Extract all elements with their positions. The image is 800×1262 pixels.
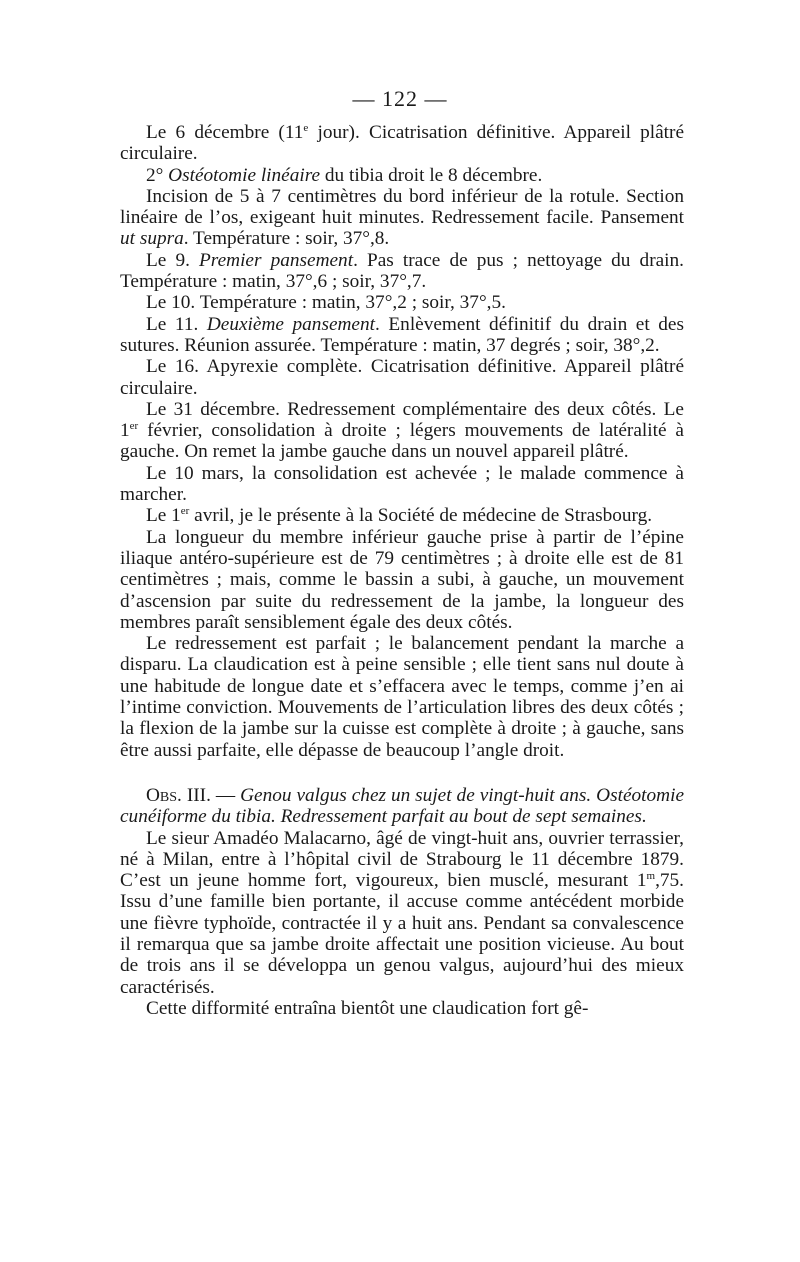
paragraph-p15 — [120, 998, 684, 1019]
text-run: er — [180, 505, 190, 518]
text-run: Deuxième pansement — [206, 313, 375, 335]
paragraph-p8 — [120, 399, 684, 463]
paragraph-p14 — [120, 828, 684, 998]
text-run: Obs. III. — [146, 784, 211, 806]
paragraph-p9 — [120, 463, 684, 506]
text-run: . Pas trace de pus ; nettoyage du drain. Température : matin, 37°,6 ; soir, 37°,7. — [120, 249, 684, 293]
text-run: La longueur du membre inférieur gauche prise à partir de l’épine iliaque antéro-supérieure est de 79 centimètres ; à droite elle est de 81 centimètres ; mais, comme le bassin a subi, à gauche, un mouvement d’ascension par suite du redressement de la jambe, la longueur des membres paraît sensiblement égale des deux côtés. — [120, 526, 684, 633]
paragraph-p13 — [120, 785, 684, 828]
text-run: 2° — [146, 164, 164, 186]
text-run: Le 1 — [146, 505, 181, 527]
text-run: e — [303, 122, 309, 134]
paragraph-p1 — [120, 122, 684, 165]
page-number: — 122 — — [352, 86, 448, 111]
text-run: du tibia droit le 8 décembre. — [320, 164, 543, 186]
paragraph-p5 — [120, 292, 684, 313]
paragraph-p2 — [120, 165, 684, 186]
paragraph-p7 — [120, 356, 684, 399]
paragraph-p6 — [120, 314, 684, 357]
text-run: — — [210, 784, 241, 806]
text-run: Le 31 décembre. Redressement complémentaire des deux côtés. Le 1 — [120, 398, 684, 442]
text-run: m — [646, 870, 656, 883]
text-run: Le sieur Amadéo Malacarno, âgé de vingt-huit ans, ouvrier terrassier, né à Milan, entre à l’hôpital civil de Strabourg le 11 décembre 1879. C’est un jeune homme fort, vigoureux, bien musclé, mesurant 1 — [120, 827, 684, 892]
text-run: Le 16. Apyrexie complète. Cicatrisation définitive. Appareil plâtré circulaire. — [120, 356, 684, 399]
text-run: Cette difformité entraîna bientôt une claudication fort gê- — [146, 997, 589, 1019]
paragraph-p10 — [120, 505, 684, 526]
text-run: avril, je le présente à la Société de médecine de Strasbourg. — [189, 505, 653, 527]
text-run: Le 11. — [146, 313, 207, 335]
paragraph-p12 — [120, 633, 684, 761]
text-run: ,75. Issu d’une famille bien portante, il accuse comme antécédent morbide une fièvre typhoïde, contractée il y a huit ans. Pendant sa convalescence il remarqua que sa jambe droite affectait une position vicieuse. Au bout de trois ans il se développa un genou valgus, aujourd’hui des mieux caractérisés. — [120, 870, 684, 998]
text-run: Le 10 mars, la consolidation est achevée ; le malade commence à marcher. — [120, 462, 684, 506]
text-run: Genou valgus chez un sujet de vingt-huit ans. Ostéotomie cunéiforme du tibia. Redressement parfait au bout de sept semaines. — [120, 784, 684, 828]
text-run: Incision de 5 à 7 centimètres du bord inférieur de la rotule. Section linéaire de l’os, exigeant huit minutes. Redressement facile. Pansement — [120, 185, 684, 229]
text-run: Le 10. Température : matin, 37°,2 ; soir, 37°,5. — [146, 292, 506, 314]
text-run: . Température : soir, 37°,8. — [183, 228, 390, 250]
paragraph-p11 — [120, 527, 684, 633]
text-run: . Enlèvement définitif du drain et des sutures. Réunion assurée. Température : matin, 37 degrés ; soir, 38°,2. — [120, 313, 684, 356]
text-run: Le 6 décembre (11 — [146, 122, 304, 143]
text-run: jour). Cicatrisation définitive. Appareil plâtré circulaire. — [120, 122, 684, 165]
text-run: Premier pansement — [199, 249, 354, 271]
text-run: er — [129, 420, 139, 433]
text-run: Ostéotomie linéaire — [163, 164, 321, 186]
text-run: Le 9. — [146, 249, 200, 271]
body-text — [120, 122, 684, 1019]
text-run: Le redressement est parfait ; le balancement pendant la marche a disparu. La claudication est à peine sensible ; elle tient sans nul doute à une habitude de longue date et s’effacera avec le temps, comme j’en ai l’intime conviction. Mouvements de l’articulation libres des deux côtés ; la flexion de la jambe sur la cuisse est complète à droite ; à gauche, sans être aussi parfaite, elle dépasse de beaucoup l’angle droit. — [120, 633, 684, 761]
text-run: ut supra — [120, 228, 184, 250]
paragraph-p4 — [120, 250, 684, 293]
paragraph-p3 — [120, 186, 684, 250]
text-run: février, consolidation à droite ; légers mouvements de latéralité à gauche. On remet la jambe gauche dans un nouvel appareil plâtré. — [120, 420, 684, 463]
